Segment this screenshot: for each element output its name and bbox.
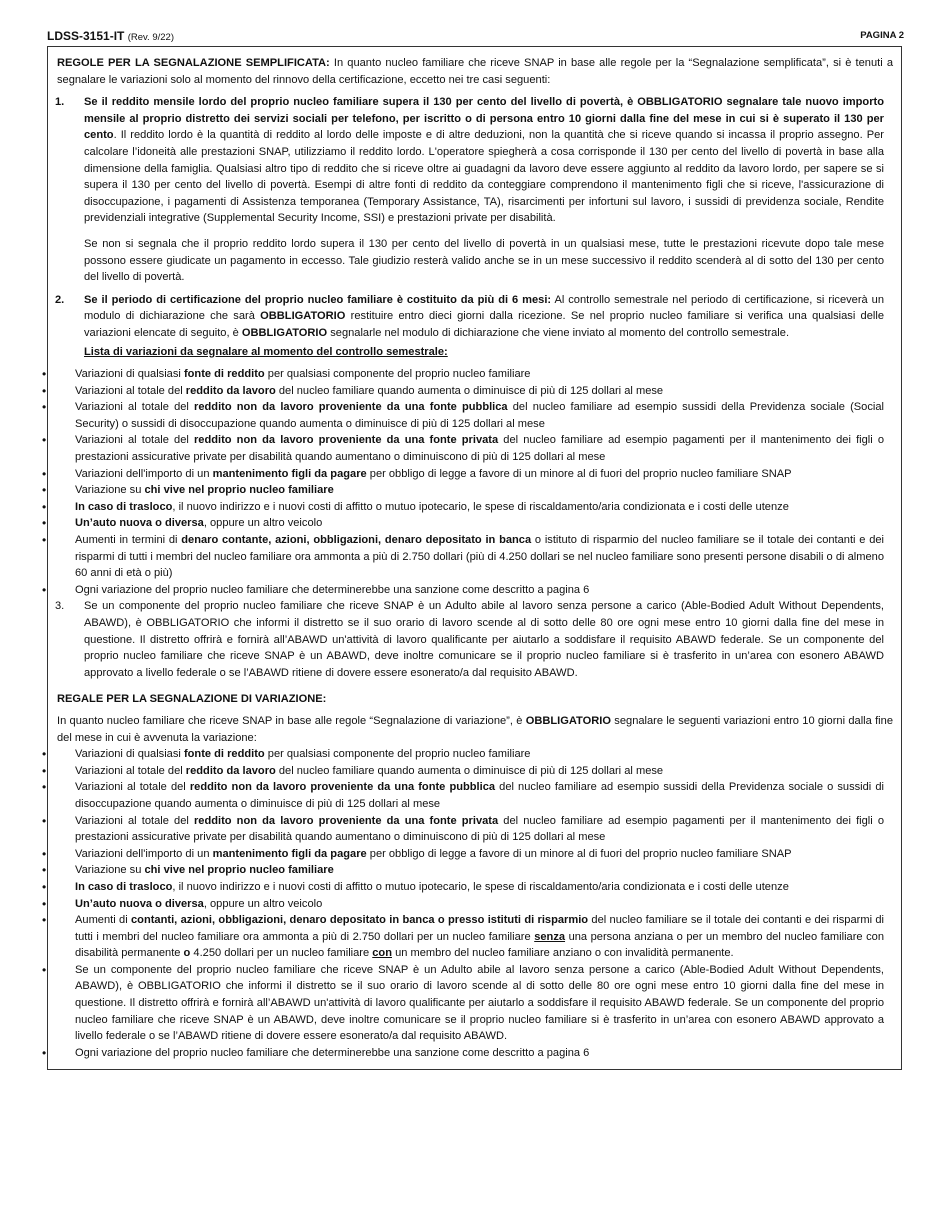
list-item: • Ogni variazione del proprio nucleo familiare che determinerebbe una sanzione come descritto a pagina 6 — [42, 582, 590, 597]
simplified-heading: REGOLE PER LA SEGNALAZIONE SEMPLIFICATA: — [57, 57, 330, 69]
rule-item-1-note: Se non si segnala che il proprio reddito lordo supera il 130 per cento del livello di povertà in un qualsiasi mese, tutte le prestazioni ricevute dopo tale mese possono essere giudicate un pagamento in eccesso. Tale giudizio resterà valido anche se in un mese successivo il reddito scenderà al di sotto del 130 per cento del livello di povertà. — [84, 237, 884, 284]
list-item: • Se un componente del proprio nucleo familiare che riceve SNAP è un Adulto abile al lavoro senza persone a carico (Able-Bodied Adult Without Dependents, ABAWD), è OBBLIGATORIO che informi il distretto se il suo orario di lavoro scende al di sotto delle 80 ore ogni mese entro 10 giorni dalla fine del mese in questione. Il distretto offrirà e fornirà all’ABAWD un'attività di lavoro qualificante per aiutarlo a soddisfare il requisito ABAWD federale. Se un componente del proprio nucleo familiare che riceve SNAP è un ABAWD, deve inoltre comunicare se il proprio nucleo familiare si è trasferito in un’area con esonero ABAWD approvato a livello federale o se l’ABAWD ritiene di dovere essere esonerato/a dal requisito ABAWD. — [42, 962, 884, 1043]
list-item: • Variazioni dell'importo di un mantenimento figli da pagare per obbligo di legge a favore di un minore al di fuori del proprio nucleo familiare SNAP — [42, 846, 792, 861]
list-item: • Variazioni di qualsiasi fonte di reddito per qualsiasi componente del proprio nucleo familiare — [42, 747, 531, 762]
semiannual-list-heading: Lista di variazioni da segnalare al momento del controllo semestrale: — [84, 345, 448, 358]
list-item: • In caso di trasloco, il nuovo indirizzo e i nuovi costi di affitto o mutuo ipotecario, le spese di riscaldamento/aria condizionata e i costi delle utenze — [42, 499, 789, 514]
change-reporting-intro: In quanto nucleo familiare che riceve SNAP in base alle regole “Segnalazione di variazione”, è OBBLIGATORIO segnalare le seguenti variazioni entro 10 giorni dalla fine del mese in cui è avvenuta la variazione: — [57, 714, 893, 744]
list-item: • Variazioni al totale del reddito non da lavoro proveniente da una fonte pubblica del nucleo familiare ad esempio sussidi della Previdenza sociale o sussidi di disoccupazione quando aumenta o diminuisce di più di 125 dollari al mese — [42, 780, 884, 810]
page-number: PAGINA 2 — [860, 30, 904, 41]
list-item: • Variazioni al totale del reddito da lavoro del nucleo familiare quando aumenta o diminuisce di più di 125 dollari al mese — [42, 763, 664, 778]
list-item: • Un’auto nuova o diversa, oppure un altro veicolo — [42, 516, 323, 531]
form-number: LDSS-3151-IT (Rev. 9/22) — [47, 29, 174, 43]
list-item: • Variazione su chi vive nel proprio nucleo familiare — [42, 863, 334, 878]
semiannual-change-list — [42, 366, 902, 598]
list-item: • Aumenti di contanti, azioni, obbligazioni, denaro depositato in banca o presso istituti di risparmio del nucleo familiare se il totale dei contanti e dei risparmi di tutti i membri del nucleo familiare ora ammonta a più di 2.750 dollari per un nucleo familiare senza una persona anziana o per un membro del nucleo familiare con disabilità permanente o 4.250 dollari per un nucleo familiare con un membro del nucleo familiare anziano o con invalidità permanente. — [42, 913, 885, 960]
change-reporting-list — [42, 746, 902, 1061]
rule-item-1: 1. Se il reddito mensile lordo del proprio nucleo familiare supera il 130 per cento del livello di povertà, è OBBLIGATORIO segnalare tale nuovo importo mensile al proprio distretto dei servizi sociali per telefono, per iscritto o di persona entro 10 giorni dalla fine del mese in cui si è superato il 130 per cento. Il reddito lordo è la quantità di reddito al lordo delle imposte e di altre deduzioni, non la quantità che si riceve quando si incassa il proprio assegno. Per calcolare l’idoneità alle prestazioni SNAP, utilizziamo il reddito lordo. L'operatore spiegherà a cosa corrisponde il 130 per cento del livello di povertà in base alla dimensione della famiglia. Qualsiasi altro tipo di reddito che si riceve oltre ai guadagni da lavoro deve essere aggiunto al reddito da lavoro lordo, per sapere se si supera il 130 per cento del livello di povertà. Esempi di altre fonti di reddito da conteggiare comprendono il mantenimento figli che si riceve, l'assicurazione di disoccupazione, i pagamenti di Assistenza temporanea (Temporary Assistance, TA), risarcimenti per infortuni sul lavoro, i sussidi di previdenza sociale, Rendite previdenziali integrative (Supplemental Security Income, SSI) e prestazioni private per disabilità. Se non si segnala che il proprio reddito lordo supera il 130 per cento del livello di povertà in un qualsiasi mese, tutte le prestazioni ricevute dopo tale mese possono essere giudicate un pagamento in eccesso. Tale giudizio resterà valido anche se in un mese successivo il reddito scenderà al di sotto del 130 per cento del livello di povertà. — [47, 94, 902, 286]
list-item: • Un’auto nuova o diversa, oppure un altro veicolo — [42, 896, 323, 911]
list-item: • Variazioni di qualsiasi fonte di reddito per qualsiasi componente del proprio nucleo familiare — [42, 367, 531, 382]
simplified-intro: REGOLE PER LA SEGNALAZIONE SEMPLIFICATA: In quanto nucleo familiare che riceve SNAP in base alle regole per la “Segnalazione semplificata”, si è tenuti a segnalare le variazioni solo al momento del rinnovo della certificazione, eccetto nei tre casi seguenti: — [57, 57, 893, 86]
rule-item-3: 3. Se un componente del proprio nucleo familiare che riceve SNAP è un Adulto abile al lavoro senza persone a carico (Able-Bodied Adult Without Dependents, ABAWD), è OBBLIGATORIO che informi il distretto se il suo orario di lavoro scende al di sotto delle 80 ore ogni mese entro 10 giorni dalla fine del mese in questione. Il distretto offrirà e fornirà all’ABAWD un'attività di lavoro qualificante per aiutarlo a soddisfare il requisito ABAWD federale. Se un componente del proprio nucleo familiare che riceve SNAP è un ABAWD, deve inoltre comunicare se il proprio nucleo familiare si è trasferito in un’area con esonero ABAWD approvato a livello federale o se l’ABAWD ritiene di dovere essere esonerato/a dal requisito ABAWD. — [55, 600, 884, 679]
list-item: • Aumenti in termini di denaro contante, azioni, obbligazioni, denaro depositato in banca o istituto di risparmio del nucleo familiare se il totale dei contanti e dei risparmi di tutti i membri del nucleo familiare ora ammonta a più di 2.750 dollari (più di 4.250 dollari se nel nucleo familiare sono presenti persone disabili o di almeno 60 anni di età o più) — [42, 533, 884, 580]
item-number: 2. — [55, 293, 65, 306]
change-reporting-heading: REGALE PER LA SEGNALAZIONE DI VARIAZIONE: — [57, 693, 327, 706]
item-number: 1. — [55, 96, 65, 109]
list-item: • Variazioni al totale del reddito non da lavoro proveniente da una fonte privata del nucleo familiare ad esempio pagamenti per il mantenimento dei figli o prestazioni assicurative private per disabilità quando aumentano o diminuiscono di più di 125 dollari al mese — [42, 813, 885, 844]
list-item: • Ogni variazione del proprio nucleo familiare che determinerebbe una sanzione come descritto a pagina 6 — [42, 1045, 590, 1060]
page-header — [47, 28, 904, 44]
item-number: 3. — [55, 600, 65, 613]
form-revision: (Rev. 9/22) — [127, 32, 174, 43]
list-item: • In caso di trasloco, il nuovo indirizzo e i nuovi costi di affitto o mutuo ipotecario, le spese di riscaldamento/aria condizionata e i costi delle utenze — [42, 879, 789, 894]
list-item: • Variazione su chi vive nel proprio nucleo familiare — [42, 483, 334, 498]
document-body — [42, 55, 902, 1061]
list-item: • Variazioni dell'importo di un mantenimento figli da pagare per obbligo di legge a favore di un minore al di fuori del proprio nucleo familiare SNAP — [42, 466, 792, 481]
rule-item-2: 2. Se il periodo di certificazione del proprio nucleo familiare è costituito da più di 6 mesi: Al controllo semestrale nel periodo di certificazione, si riceverà un modulo di dichiarazione che sarà OBBLIGATORIO restituire entro dieci giorni dalla ricezione. Se nel proprio nucleo familiare si verifica una qualsiasi delle variazioni elencate di seguito, è OBBLIGATORIO segnalarle nel modulo di dichiarazione che viene inviato al momento del controllo semestrale. — [55, 293, 884, 339]
list-item: • Variazioni al totale del reddito non da lavoro proveniente da una fonte pubblica del nucleo familiare ad esempio sussidi della Previdenza sociale (Social Security) o sussidi di disoccupazione quando aumenta o diminuisce di più di 125 dollari al mese — [42, 400, 885, 430]
list-item: • Variazioni al totale del reddito non da lavoro proveniente da una fonte privata del nucleo familiare ad esempio pagamenti per il mantenimento dei figli o prestazioni assicurative private per disabilità quando aumentano o diminuiscono di più di 125 dollari al mese — [42, 433, 885, 464]
list-item: • Variazioni al totale del reddito da lavoro del nucleo familiare quando aumenta o diminuisce di più di 125 dollari al mese — [42, 383, 664, 398]
